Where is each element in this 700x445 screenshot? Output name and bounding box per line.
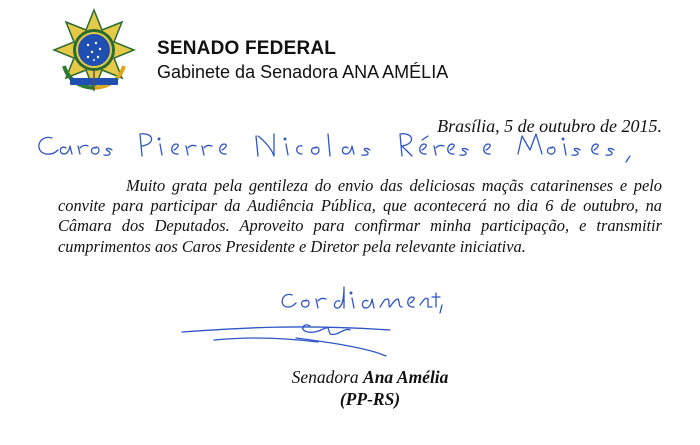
- signer-line: [0, 367, 700, 388]
- signer-prefix: Senadora: [291, 367, 364, 387]
- header-subtitle: Gabinete da Senadora ANA AMÉLIA: [157, 62, 449, 82]
- header-title: SENADO FEDERAL: [157, 38, 337, 59]
- brazil-coat-of-arms-icon: [52, 8, 136, 92]
- letter-date: Brasília, 5 de outubro de 2015.: [437, 116, 662, 136]
- letter-body-paragraph: Muito grata pela gentileza do envio das deliciosas maçãs catarinenses e pelo convite para participar da Audiência Pública, que acontecerá no dia 6 de outubro, na Câmara dos Deputados. Aproveito para confirmar minha participação, e transmitir cumprimentos aos Caros Presidente e Diretor pela relevante iniciativa.: [58, 176, 662, 256]
- signer-name: Ana Amélia: [363, 367, 449, 387]
- signature-image: [178, 312, 398, 360]
- handwritten-salutation: [30, 126, 650, 166]
- letter-body: [58, 176, 662, 257]
- signer-party: (PP-RS): [339, 389, 401, 409]
